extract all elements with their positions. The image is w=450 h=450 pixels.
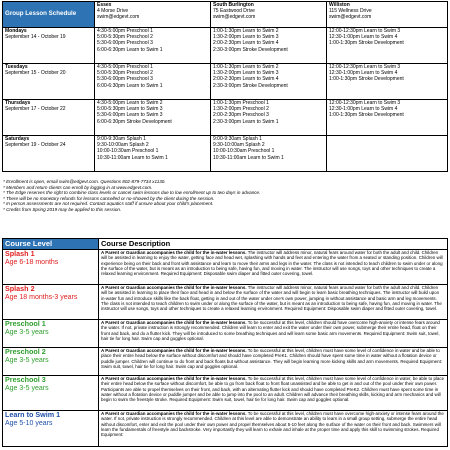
course-row-splash-2 — [3, 285, 448, 320]
course-text: The instructor will address minor, natural fears around water for both the adult and child. Children will be assisted in learning to place their face and head in and below the surface of the water and will begin to learn basic breathing techniques. The instructor will build upon in-water fun and introduce skills like the back float, getting in and out of the water under one's own power, jumping in without assistance and basic arm and leg movements. The class is not intended to teach children to swim under or along the surface of the water, but is meant as an introduction to being safe, having fun, and moving in water. The instructor will use songs, toys and other techniques to create a relaxed learning environment. Required Equipment: Disposable swim diaper and fitted outer covering, towel. — [101, 285, 442, 312]
course-description-header: Course Description — [99, 239, 448, 250]
time-slot: 10:00-10:30am Preschool 1 — [213, 148, 275, 155]
time-slot: 6:00-6:30pm Learn to Swim 1 — [97, 46, 163, 53]
time-slot: 2:30-3:00pm Learn to Swim 1 — [213, 118, 279, 125]
schedule-table — [2, 1, 448, 172]
course-name: Preschool 3 — [5, 375, 46, 384]
course-row-preschool-3 — [3, 376, 448, 411]
time-slot: 2:30-3:00pm Stroke Development — [213, 82, 288, 89]
course-name: Splash 1 — [5, 249, 35, 258]
schedule-row-saturdays — [3, 136, 448, 172]
day-cell — [3, 136, 95, 172]
time-slot: 9:30-10:00am Splash 2 — [213, 142, 265, 149]
time-slot: 1:00-1:30pm Stroke Development — [329, 112, 404, 119]
time-slot: 5:00-5:30pm Preschool 2 — [97, 34, 153, 41]
slot-cell-williston — [327, 136, 448, 172]
slot-cell-williston — [327, 64, 448, 100]
location-email[interactable]: swim@edgevt.com — [213, 14, 256, 21]
time-slot: 10:30-11:00am Learn to Swim 1 — [213, 154, 284, 161]
schedule-header: Group Lesson Schedule — [3, 2, 95, 28]
location-name: South Burlington — [213, 2, 254, 8]
slot-cell-south-burlington — [211, 28, 327, 64]
time-slot: 1:00-1:30pm Stroke Development — [329, 76, 404, 83]
course-level-header: Course Level — [3, 239, 99, 250]
note-line: * Members and return clients can enroll by logging in at www.edgevt.com. — [3, 184, 153, 190]
time-slot: 6:00-6:30pm Learn to Swim 1 — [97, 82, 163, 89]
location-email[interactable]: swim@edgevt.com — [97, 14, 140, 21]
course-name: Preschool 2 — [5, 347, 46, 356]
time-slot: 5:00-5:30pm Preschool 2 — [97, 70, 153, 77]
time-slot: 1:00-1:30pm Learn to Swim 2 — [213, 28, 279, 34]
time-slot: 5:00-5:30pm Learn to Swim 3 — [97, 106, 163, 113]
course-lead: A Parent or Guardian accompanies the child for the in-water lessons. — [101, 320, 247, 325]
note-line: * In person assessments are not required. Contact aquatics staff if unsure about your child's placement. — [3, 201, 214, 207]
time-slot: 12:00-12:30pm Learn to Swim 3 — [329, 28, 401, 34]
course-lead: A Parent or Guardian accompanies the child for the in-water lessons. — [101, 250, 247, 255]
note-line: * Enrollment is open, email swim@edgevt.com. Questions 802-879-7734 x1130. — [3, 179, 166, 184]
location-address: 75 Eastwood Drive — [213, 8, 255, 15]
schedule-row-tuesdays — [3, 64, 448, 100]
course-row-preschool-1 — [3, 320, 448, 348]
location-email[interactable]: swim@edgevt.com — [329, 14, 372, 21]
day-dates: September 19 - October 24 — [5, 142, 66, 149]
course-table — [2, 238, 448, 447]
slot-cell-essex — [95, 100, 211, 136]
course-name: Learn to Swim 1 — [5, 410, 61, 419]
course-description — [99, 411, 448, 447]
schedule-row-mondays — [3, 28, 448, 64]
time-slot: 12:00-12:30pm Learn to Swim 3 — [329, 100, 401, 106]
day-cell — [3, 64, 95, 100]
time-slot: 12:30-1:00pm Learn to Swim 4 — [329, 70, 398, 77]
time-slot: 1:30-2:00pm Preschool 2 — [213, 106, 269, 113]
time-slot: 2:00-2:30pm Learn to Swim 4 — [213, 40, 279, 47]
time-slot: 10:30-11:00am Learn to Swim 1 — [97, 154, 168, 161]
location-name: Williston — [329, 2, 350, 8]
time-slot: 6:00-6:30pm Stroke Development — [97, 118, 172, 125]
slot-cell-essex — [95, 64, 211, 100]
day-name: Saturdays — [5, 136, 30, 142]
time-slot: 9:00-9:30am Splash 1 — [97, 136, 146, 142]
course-lead: A Parent or Guardian accompanies the child for the in-water lessons. — [101, 348, 247, 353]
slot-cell-williston — [327, 100, 448, 136]
location-address: 4 Morse Drive — [97, 8, 129, 15]
time-slot: 4:30-5:00pm Learn to Swim 2 — [97, 100, 163, 106]
time-slot: 12:30-1:00pm Learn to Swim 4 — [329, 34, 398, 41]
course-row-preschool-2 — [3, 348, 448, 376]
course-name: Splash 2 — [5, 284, 35, 293]
course-description — [99, 376, 448, 411]
course-age: Age 18 months-3 years — [5, 293, 78, 301]
time-slot: 9:30-10:00am Splash 2 — [97, 142, 149, 149]
time-slot: 12:30-1:00pm Learn to Swim 4 — [329, 106, 398, 113]
location-south-burlington — [211, 2, 327, 28]
course-name: Preschool 1 — [5, 319, 46, 328]
day-dates: September 14 - October 19 — [5, 34, 66, 41]
time-slot: 2:00-2:30pm Learn to Swim 4 — [213, 76, 279, 83]
course-description — [99, 250, 448, 285]
schedule-notes — [3, 179, 448, 213]
day-cell — [3, 100, 95, 136]
day-dates: September 17 - October 22 — [5, 106, 66, 113]
course-text: The instructor will address minor, natural fears around water for both the adult and child. Children will be assisted in learning to enjoy the water, getting face and head wet, splashing with hands and feet and entering the water from a seated or standing position. Children will experience being on their back and front with assistance and learn to move their arms and legs in the water. The class is not intended to teach children to swim under or along the surface of the water, but is meant as an introduction to being safe, having fun, and moving in water. The instructor will use songs, toys and other techniques to create a relaxed learning environment. Required Equipment: Disposable swim diaper and fitted outer covering, towel. — [101, 250, 443, 277]
day-name: Tuesdays — [5, 64, 28, 70]
time-slot: 12:00-12:30pm Learn to Swim 3 — [329, 64, 401, 70]
course-age: Age 3-5 years — [5, 356, 49, 364]
course-description — [99, 320, 448, 348]
time-slot: 1:00-1:30pm Stroke Development — [329, 40, 404, 47]
time-slot: 2:00-2:30pm Preschool 3 — [213, 112, 269, 119]
course-text: To be successful at this level, children should have overcome high-anxiety or intense fears around the water. If not, private instruction is strongly recommended. Children will learn to enter and exit the water under their own power, submerge their entire head, float on their front and back, and do a flutter kick. They will be introduced to some breathing techniques and will learn some basic arm movements. Required Equipment: Swim suit, towel, hair tie for long hair. Swim cap and goggles optional. — [101, 320, 440, 342]
slot-cell-south-burlington — [211, 100, 327, 136]
course-lead: A Parent or Guardian accompanies the child for the in-water lessons. — [101, 376, 247, 381]
course-lead: A Parent or Guardian accompanies the child for the in-water lessons. — [101, 285, 247, 290]
course-age: Age 3-5 years — [5, 328, 49, 336]
time-slot: 4:30-5:00pm Preschool 1 — [97, 64, 153, 70]
time-slot: 1:00-1:30pm Learn to Swim 2 — [213, 64, 279, 70]
location-name: Essex — [97, 2, 112, 8]
course-description — [99, 348, 448, 376]
note-line: * There will be no monetary refunds for lessons cancelled or no-showed by the client during the session. — [3, 195, 215, 201]
course-lead: A Parent or Guardian accompanies the child for the in-water lessons. — [101, 411, 247, 416]
time-slot: 5:30-6:00pm Preschool 3 — [97, 40, 153, 47]
slot-cell-williston — [327, 28, 448, 64]
slot-cell-essex — [95, 136, 211, 172]
course-age: Age 6-18 months — [5, 258, 59, 266]
time-slot: 1:00-1:30pm Preschool 1 — [213, 100, 269, 106]
course-text: To be successful at this level, children must have some level of confidence in water, be able to place their entire head below the surface without discomfort, be able to go from back float to front float unassisted and be able to get in and out of the pool under their own power. Participants are able to propel themselves on their front, and back, with an alternating flutter kick and should have completed PreK2. Children must have spent some time in water without a flotation device or puddle jumper and be able to jump into the pool to an adult. Children will advance their breathing skills, kicking and arm mechanics and will begin to swim the freestyle stroke. Required Equipment: Swim suit, towel, hair tie for long hair. Swim cap and goggles optional. — [101, 376, 445, 403]
location-address: 115 Wellness Drive — [329, 8, 372, 15]
slot-cell-south-burlington — [211, 64, 327, 100]
time-slot: 1:30-2:00pm Learn to Swim 3 — [213, 70, 279, 77]
course-age: Age 3-5 years — [5, 384, 49, 392]
course-age: Age 5-10 years — [5, 419, 53, 427]
course-row-learn-to-swim-1 — [3, 411, 448, 447]
course-row-splash-1 — [3, 250, 448, 285]
time-slot: 10:00-10:30am Preschool 1 — [97, 148, 159, 155]
slot-cell-essex — [95, 28, 211, 64]
location-williston — [327, 2, 448, 28]
time-slot: 1:30-2:00pm Learn to Swim 3 — [213, 34, 279, 41]
course-text: To be successful at this level, children must have some level of confidence in water and be able to place their entire head below the surface without discomfort and should have completed PreK1. Children should have spent some time in water without a flotation device or puddle jumper. Children will continue to do front and back floats but without assistance. They will begin learning more kicking skills and arm movements. Required Equipment: Swim suit, towel, hair tie for long hair. Swim cap and goggles optional. — [101, 348, 443, 370]
time-slot: 4:30-5:00pm Preschool 1 — [97, 28, 153, 34]
course-description — [99, 285, 448, 320]
time-slot: 9:00-9:30am Splash 1 — [213, 136, 262, 142]
time-slot: 5:30-6:00pm Learn to Swim 3 — [97, 112, 163, 119]
course-text: To be successful at this level, children must have overcome high-anxiety or intense fears around the water. If not, private instruction is strongly recommended. Children at this level are able to demonstrate an ability to learn in a small group setting, submerge the entire head without discomfort, enter and exit the pool under their own power and propel themselves about 5-10 feet along the surface of the water on their front and back. Swimmers will learn the fundamentals of freestyle and backstroke. Very importantly they will learn to exhale and inhale at the proper time and apply this skill to swimming strokes. Required Equipment: — [101, 411, 444, 438]
day-name: Thursdays — [5, 100, 31, 106]
slot-cell-south-burlington — [211, 136, 327, 172]
day-dates: September 15 - October 20 — [5, 70, 66, 77]
time-slot: 2:30-3:00pm Stroke Development — [213, 46, 288, 53]
note-line: * Credits from Spring 2019 may be applied to this session. — [3, 206, 122, 212]
location-essex — [95, 2, 211, 28]
day-name: Mondays — [5, 28, 27, 34]
day-cell — [3, 28, 95, 64]
note-line: * The Edge reserves the right to combine class levels or cancel swim lessons due to low enrollment up to two days in advance. — [3, 190, 261, 196]
time-slot: 5:30-6:00pm Preschool 3 — [97, 76, 153, 83]
schedule-row-thursdays — [3, 100, 448, 136]
